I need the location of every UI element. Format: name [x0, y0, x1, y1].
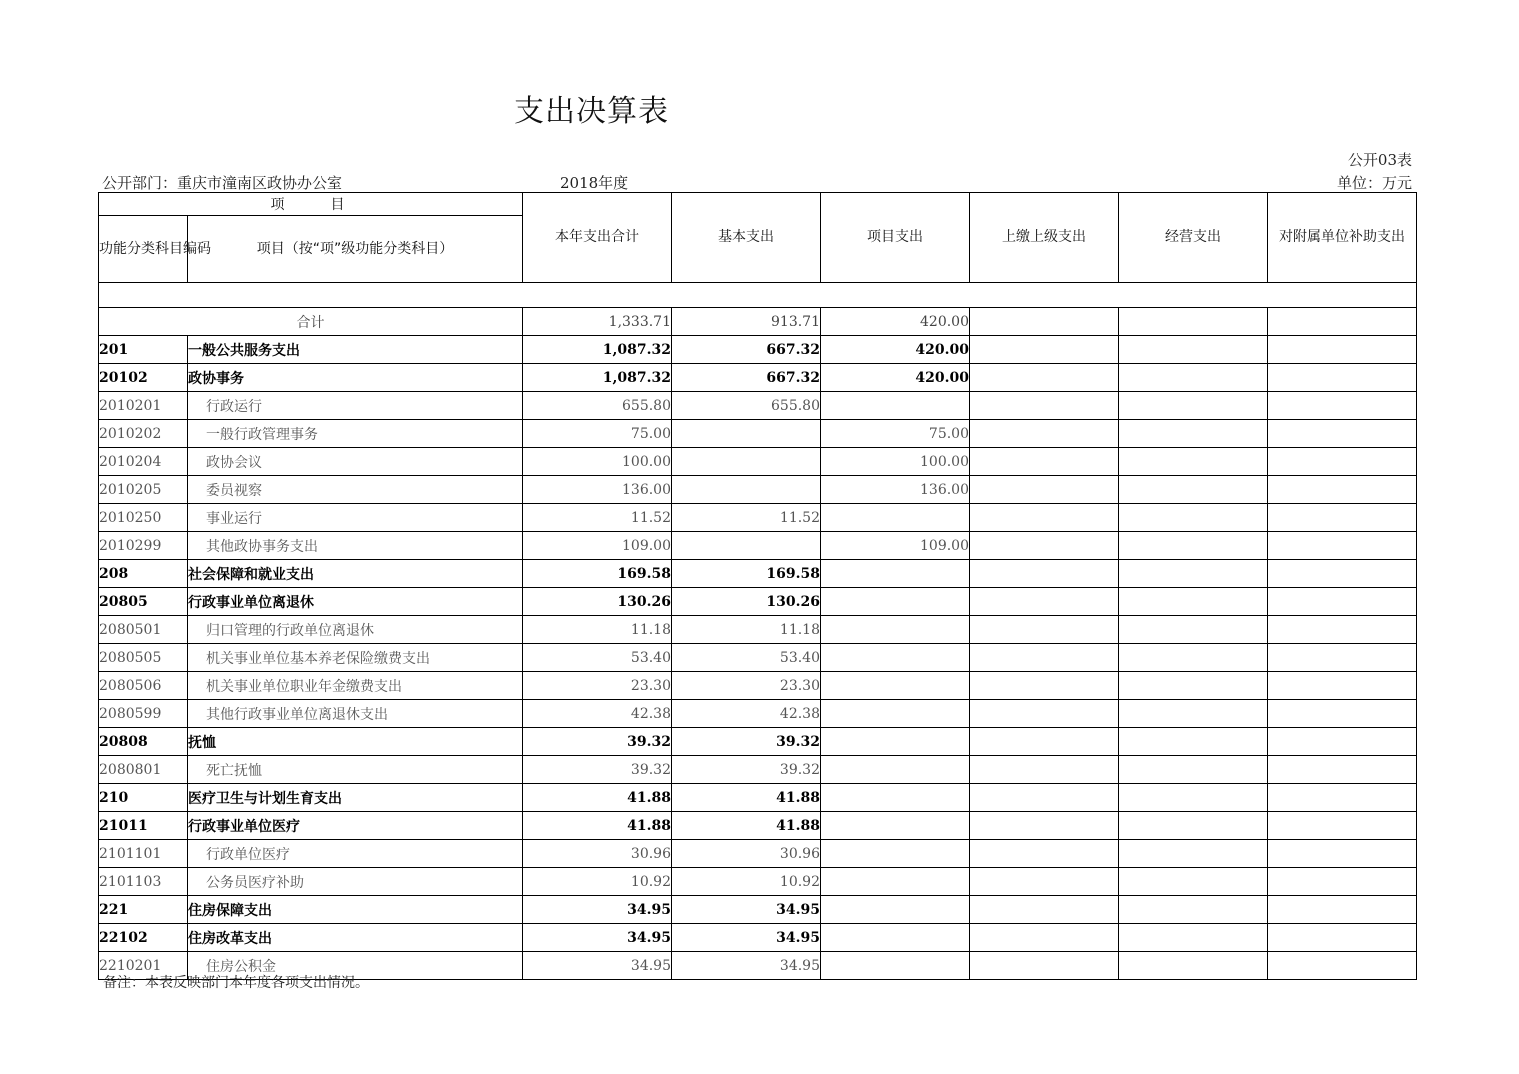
table-row — [99, 700, 1417, 728]
header-business: 经营支出 — [1119, 193, 1268, 283]
cell-subsidy — [1268, 420, 1417, 448]
cell-total: 34.95 — [523, 952, 672, 980]
table-row — [99, 392, 1417, 420]
cell-total: 75.00 — [523, 420, 672, 448]
cell-upper — [970, 476, 1119, 504]
cell-business — [1119, 868, 1268, 896]
cell-upper — [970, 448, 1119, 476]
cell-subsidy — [1268, 924, 1417, 952]
cell-basic: 41.88 — [672, 812, 821, 840]
cell-subsidy — [1268, 868, 1417, 896]
cell-code: 2010204 — [99, 448, 188, 476]
cell-basic: 169.58 — [672, 560, 821, 588]
cell-basic: 11.52 — [672, 504, 821, 532]
cell-basic: 11.18 — [672, 616, 821, 644]
meta-line — [102, 172, 1412, 194]
cell-code: 208 — [99, 560, 188, 588]
cell-name: 行政事业单位离退休 — [188, 588, 523, 616]
table-row — [99, 532, 1417, 560]
table-row — [99, 476, 1417, 504]
cell-business — [1119, 392, 1268, 420]
table-row — [99, 868, 1417, 896]
cell-total: 1,087.32 — [523, 364, 672, 392]
cell-name: 医疗卫生与计划生育支出 — [188, 784, 523, 812]
cell-code: 20102 — [99, 364, 188, 392]
cell-total: 11.18 — [523, 616, 672, 644]
cell-name: 一般公共服务支出 — [188, 336, 523, 364]
cell-upper — [970, 616, 1119, 644]
cell-basic: 30.96 — [672, 840, 821, 868]
cell-name: 公务员医疗补助 — [188, 868, 523, 896]
cell-upper — [970, 868, 1119, 896]
cell-project — [821, 672, 970, 700]
year-label: 2018年度 — [560, 174, 629, 192]
cell-code: 2010201 — [99, 392, 188, 420]
cell-upper — [970, 896, 1119, 924]
cell-code: 2010202 — [99, 420, 188, 448]
cell-subsidy — [1268, 448, 1417, 476]
table-row — [99, 924, 1417, 952]
page-title: 支出决算表 — [514, 94, 669, 129]
cell-project: 420.00 — [821, 364, 970, 392]
unit-label: 单位：万元 — [1336, 174, 1412, 192]
cell-basic: 667.32 — [672, 364, 821, 392]
cell-upper — [970, 840, 1119, 868]
cell-subsidy — [1268, 560, 1417, 588]
table-row — [99, 504, 1417, 532]
table-row — [99, 364, 1417, 392]
cell-code: 2080501 — [99, 616, 188, 644]
cell-project: 420.00 — [821, 336, 970, 364]
cell-name: 住房保障支出 — [188, 896, 523, 924]
cell-code: 20805 — [99, 588, 188, 616]
cell-name: 行政运行 — [188, 392, 523, 420]
cell-subsidy — [1268, 896, 1417, 924]
cell-total: 655.80 — [523, 392, 672, 420]
cell-total: 10.92 — [523, 868, 672, 896]
cell-project — [821, 588, 970, 616]
cell-subsidy — [1268, 812, 1417, 840]
cell-name: 住房公积金 — [188, 952, 523, 980]
cell-project — [821, 700, 970, 728]
cell-name: 行政单位医疗 — [188, 840, 523, 868]
cell-total: 136.00 — [523, 476, 672, 504]
cell-upper — [970, 644, 1119, 672]
cell-project — [821, 812, 970, 840]
cell-project — [821, 560, 970, 588]
cell-business — [1119, 336, 1268, 364]
total-cell-upper — [970, 308, 1119, 336]
total-cell-basic: 913.71 — [672, 308, 821, 336]
cell-code: 201 — [99, 336, 188, 364]
cell-business — [1119, 560, 1268, 588]
cell-business — [1119, 840, 1268, 868]
header-upper: 上缴上级支出 — [970, 193, 1119, 283]
cell-upper — [970, 672, 1119, 700]
cell-business — [1119, 476, 1268, 504]
cell-upper — [970, 364, 1119, 392]
cell-upper — [970, 728, 1119, 756]
cell-subsidy — [1268, 588, 1417, 616]
cell-project — [821, 616, 970, 644]
table-row — [99, 448, 1417, 476]
cell-total: 23.30 — [523, 672, 672, 700]
cell-name: 政协事务 — [188, 364, 523, 392]
cell-business — [1119, 756, 1268, 784]
cell-upper — [970, 756, 1119, 784]
cell-total: 39.32 — [523, 756, 672, 784]
cell-project — [821, 392, 970, 420]
cell-basic: 34.95 — [672, 896, 821, 924]
cell-basic: 39.32 — [672, 756, 821, 784]
cell-basic: 23.30 — [672, 672, 821, 700]
header-name: 项目（按“项”级功能分类科目） — [188, 216, 523, 283]
cell-total: 130.26 — [523, 588, 672, 616]
cell-business — [1119, 588, 1268, 616]
cell-name: 抚恤 — [188, 728, 523, 756]
table-row — [99, 644, 1417, 672]
cell-project — [821, 840, 970, 868]
cell-subsidy — [1268, 616, 1417, 644]
table-row — [99, 560, 1417, 588]
cell-project — [821, 784, 970, 812]
cell-project: 100.00 — [821, 448, 970, 476]
cell-project — [821, 728, 970, 756]
cell-project: 109.00 — [821, 532, 970, 560]
cell-basic — [672, 420, 821, 448]
cell-project — [821, 952, 970, 980]
cell-business — [1119, 812, 1268, 840]
cell-name: 住房改革支出 — [188, 924, 523, 952]
cell-subsidy — [1268, 784, 1417, 812]
cell-project — [821, 504, 970, 532]
cell-basic: 34.95 — [672, 952, 821, 980]
header-total: 本年支出合计 — [523, 193, 672, 283]
department-label: 公开部门：重庆市潼南区政协办公室 — [102, 174, 343, 192]
cell-code: 2010205 — [99, 476, 188, 504]
cell-total: 34.95 — [523, 924, 672, 952]
header-code: 功能分类科目编码 — [99, 216, 188, 283]
table-row — [99, 896, 1417, 924]
cell-basic: 10.92 — [672, 868, 821, 896]
cell-basic — [672, 448, 821, 476]
table-row — [99, 756, 1417, 784]
cell-total: 30.96 — [523, 840, 672, 868]
cell-upper — [970, 952, 1119, 980]
cell-total: 169.58 — [523, 560, 672, 588]
footnote: 备注：本表反映部门本年度各项支出情况。 — [103, 975, 369, 991]
header-gap-row — [99, 283, 1417, 308]
cell-basic: 655.80 — [672, 392, 821, 420]
cell-subsidy — [1268, 672, 1417, 700]
cell-business — [1119, 616, 1268, 644]
cell-basic: 34.95 — [672, 924, 821, 952]
cell-business — [1119, 672, 1268, 700]
table-row — [99, 784, 1417, 812]
cell-basic: 667.32 — [672, 336, 821, 364]
cell-total: 41.88 — [523, 812, 672, 840]
cell-upper — [970, 560, 1119, 588]
cell-business — [1119, 364, 1268, 392]
cell-business — [1119, 644, 1268, 672]
cell-subsidy — [1268, 840, 1417, 868]
cell-project: 75.00 — [821, 420, 970, 448]
cell-project — [821, 868, 970, 896]
cell-upper — [970, 700, 1119, 728]
cell-upper — [970, 504, 1119, 532]
cell-code: 2010250 — [99, 504, 188, 532]
cell-name: 政协会议 — [188, 448, 523, 476]
total-cell-subsidy — [1268, 308, 1417, 336]
cell-business — [1119, 420, 1268, 448]
cell-total: 39.32 — [523, 728, 672, 756]
cell-business — [1119, 728, 1268, 756]
cell-code: 2101103 — [99, 868, 188, 896]
header-basic: 基本支出 — [672, 193, 821, 283]
table-row — [99, 336, 1417, 364]
total-label: 合计 — [99, 308, 523, 336]
cell-total: 34.95 — [523, 896, 672, 924]
table-row — [99, 420, 1417, 448]
cell-basic — [672, 476, 821, 504]
header-project: 项目支出 — [821, 193, 970, 283]
cell-name: 行政事业单位医疗 — [188, 812, 523, 840]
cell-business — [1119, 700, 1268, 728]
form-code: 公开03表 — [1347, 151, 1412, 169]
cell-code: 2080599 — [99, 700, 188, 728]
cell-business — [1119, 784, 1268, 812]
cell-project — [821, 756, 970, 784]
cell-subsidy — [1268, 728, 1417, 756]
total-cell-total: 1,333.71 — [523, 308, 672, 336]
table-row — [99, 728, 1417, 756]
cell-upper — [970, 784, 1119, 812]
total-cell-business — [1119, 308, 1268, 336]
cell-business — [1119, 532, 1268, 560]
header-project-group: 项 目 — [99, 193, 523, 216]
total-cell-project: 420.00 — [821, 308, 970, 336]
expenditure-table — [98, 192, 1417, 980]
cell-subsidy — [1268, 336, 1417, 364]
cell-code: 2101101 — [99, 840, 188, 868]
cell-subsidy — [1268, 476, 1417, 504]
cell-subsidy — [1268, 644, 1417, 672]
cell-name: 一般行政管理事务 — [188, 420, 523, 448]
cell-name: 委员视察 — [188, 476, 523, 504]
cell-code: 22102 — [99, 924, 188, 952]
cell-basic: 53.40 — [672, 644, 821, 672]
cell-subsidy — [1268, 364, 1417, 392]
cell-basic — [672, 532, 821, 560]
cell-code: 221 — [99, 896, 188, 924]
cell-name: 归口管理的行政单位离退休 — [188, 616, 523, 644]
cell-business — [1119, 504, 1268, 532]
cell-basic: 130.26 — [672, 588, 821, 616]
cell-name: 事业运行 — [188, 504, 523, 532]
cell-name: 机关事业单位职业年金缴费支出 — [188, 672, 523, 700]
cell-total: 42.38 — [523, 700, 672, 728]
cell-subsidy — [1268, 532, 1417, 560]
cell-subsidy — [1268, 952, 1417, 980]
cell-upper — [970, 812, 1119, 840]
cell-subsidy — [1268, 700, 1417, 728]
cell-total: 109.00 — [523, 532, 672, 560]
cell-code: 2080801 — [99, 756, 188, 784]
cell-upper — [970, 392, 1119, 420]
header-subsidy: 对附属单位补助支出 — [1268, 193, 1417, 283]
cell-subsidy — [1268, 504, 1417, 532]
cell-code: 2080506 — [99, 672, 188, 700]
cell-name: 社会保障和就业支出 — [188, 560, 523, 588]
table-row — [99, 616, 1417, 644]
cell-total: 1,087.32 — [523, 336, 672, 364]
table-row — [99, 588, 1417, 616]
cell-name: 其他政协事务支出 — [188, 532, 523, 560]
table-row — [99, 812, 1417, 840]
cell-name: 其他行政事业单位离退休支出 — [188, 700, 523, 728]
cell-basic: 39.32 — [672, 728, 821, 756]
cell-subsidy — [1268, 392, 1417, 420]
cell-code: 2010299 — [99, 532, 188, 560]
cell-business — [1119, 448, 1268, 476]
cell-project — [821, 896, 970, 924]
table-row — [99, 840, 1417, 868]
cell-subsidy — [1268, 756, 1417, 784]
cell-business — [1119, 952, 1268, 980]
cell-upper — [970, 588, 1119, 616]
cell-total: 41.88 — [523, 784, 672, 812]
cell-basic: 42.38 — [672, 700, 821, 728]
cell-code: 2210201 — [99, 952, 188, 980]
cell-total: 100.00 — [523, 448, 672, 476]
cell-code: 20808 — [99, 728, 188, 756]
cell-name: 死亡抚恤 — [188, 756, 523, 784]
cell-upper — [970, 420, 1119, 448]
cell-project — [821, 644, 970, 672]
cell-name: 机关事业单位基本养老保险缴费支出 — [188, 644, 523, 672]
cell-upper — [970, 924, 1119, 952]
cell-project — [821, 924, 970, 952]
cell-project: 136.00 — [821, 476, 970, 504]
cell-code: 2080505 — [99, 644, 188, 672]
cell-upper — [970, 532, 1119, 560]
cell-total: 53.40 — [523, 644, 672, 672]
cell-upper — [970, 336, 1119, 364]
cell-total: 11.52 — [523, 504, 672, 532]
cell-basic: 41.88 — [672, 784, 821, 812]
cell-code: 210 — [99, 784, 188, 812]
cell-code: 21011 — [99, 812, 188, 840]
table-row — [99, 672, 1417, 700]
cell-business — [1119, 924, 1268, 952]
cell-business — [1119, 896, 1268, 924]
total-row — [99, 308, 1417, 336]
